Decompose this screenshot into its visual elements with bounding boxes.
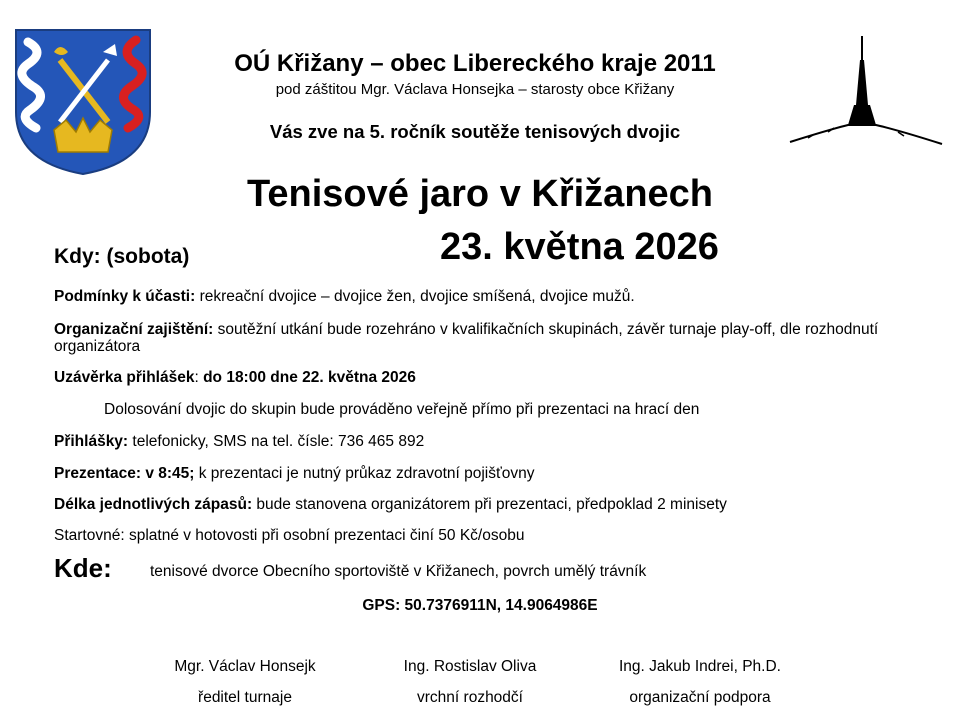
signature-name: Ing. Jakub Indrei, Ph.D.: [619, 658, 781, 675]
fee-line: Startovné: splatné v hotovosti při osobní prezentaci činí 50 Kč/osobu: [54, 527, 525, 544]
organization-label: Organizační zajištění:: [54, 321, 214, 338]
signature-name: Mgr. Václav Honsejk: [174, 658, 316, 675]
match-length-line: [54, 496, 914, 513]
applications-label: Přihlášky:: [54, 433, 129, 450]
match-length-text: bude stanovena organizátorem při prezentaci, předpoklad 2 minisety: [252, 496, 727, 513]
signature-name: Ing. Rostislav Oliva: [403, 658, 537, 675]
where-text: tenisové dvorce Obecního sportoviště v Křižanech, povrch umělý trávník: [150, 563, 647, 580]
signature-role: vrchní rozhodčí: [417, 689, 523, 706]
match-length-label: Délka jednotlivých zápasů:: [54, 496, 253, 513]
jested-tower-icon: [788, 30, 944, 148]
coat-of-arms-icon: [8, 22, 158, 177]
organizer-subtitle: pod záštitou Mgr. Václava Honsejka – starosty obce Křižany: [275, 81, 675, 98]
draw-info: Dolosování dvojic do skupin bude prováděno veřejně přímo při prezentaci na hrací den: [104, 401, 700, 418]
event-date: 23. května 2026: [440, 226, 719, 268]
organization-line: [54, 321, 914, 355]
where-label: Kde:: [54, 553, 112, 583]
conditions-label: Podmínky k účasti:: [54, 288, 196, 305]
when-label: Kdy: (sobota): [54, 245, 190, 268]
conditions-line: [54, 288, 914, 305]
conditions-text: rekreační dvojice – dvojice žen, dvojice smíšená, dvojice mužů.: [195, 288, 635, 305]
deadline-label: Uzávěrka přihlášek: [54, 369, 195, 386]
signature-role: organizační podpora: [629, 689, 771, 706]
presentation-line: [54, 465, 914, 482]
applications-line: [54, 433, 914, 450]
organization-text: soutěžní utkání bude rozehráno v kvalifikačních skupinách, závěr turnaje play-off, dle rozhodnutí organizátora: [54, 321, 879, 355]
deadline-text: do 18:00 dne 22. května 2026: [203, 369, 416, 386]
event-title: Tenisové jaro v Křižanech: [246, 173, 714, 215]
presentation-label: Prezentace: v 8:45;: [54, 465, 195, 482]
signature-role: ředitel turnaje: [198, 689, 292, 706]
invitation-text: Vás zve na 5. ročník soutěže tenisových dvojic: [269, 121, 681, 142]
deadline-line: [54, 369, 914, 386]
organizer-title: OÚ Křižany – obec Libereckého kraje 2011: [234, 50, 716, 77]
deadline-colon: :: [194, 369, 204, 386]
applications-text: telefonicky, SMS na tel. čísle: 736 465 892: [128, 433, 425, 450]
presentation-text: k prezentaci je nutný průkaz zdravotní pojišťovny: [194, 465, 535, 482]
gps-coordinates: GPS: 50.7376911N, 14.9064986E: [362, 597, 598, 614]
